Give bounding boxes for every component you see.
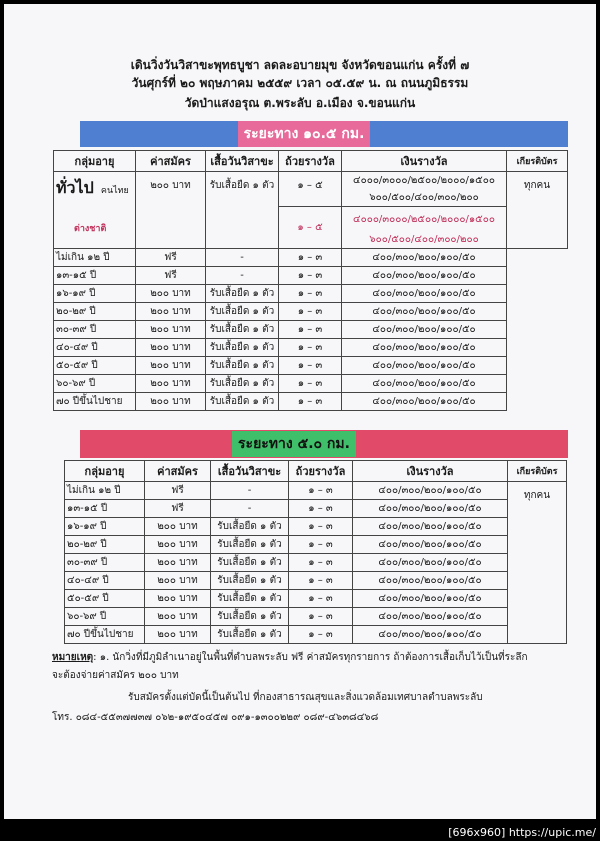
age-cell: ๑๖-๑๙ ปี — [65, 518, 145, 536]
prize-cell: ๔๐๐/๓๐๐/๒๐๐/๑๐๐/๕๐ — [342, 285, 507, 303]
fee-cell: ๒๐๐ บาท — [136, 285, 206, 303]
age-cell: ๑๓-๑๕ ปี — [54, 267, 136, 285]
table-row — [65, 536, 567, 554]
header-certificate: เกียรติบัตร — [507, 151, 568, 172]
prize-cell: ๔๐๐/๓๐๐/๒๐๐/๑๐๐/๕๐ — [353, 482, 508, 500]
table-header-row — [54, 151, 568, 172]
general-age-cell — [54, 172, 136, 249]
distance-label-1: ระยะทาง ๑๐.๕ กม. — [238, 121, 371, 147]
trophy-cell: ๑ – ๓ — [279, 285, 342, 303]
distance-banner-1 — [80, 121, 568, 147]
shirt-cell: - — [206, 249, 279, 267]
general-trophy-thai: ๑ – ๕ — [279, 172, 342, 207]
table-row — [65, 626, 567, 644]
prize-cell: ๔๐๐/๓๐๐/๒๐๐/๑๐๐/๕๐ — [353, 554, 508, 572]
note-line-2: จะต้องจ่ายค่าสมัคร ๒๐๐ บาท — [52, 670, 179, 681]
fee-cell: ๒๐๐ บาท — [136, 339, 206, 357]
trophy-cell: ๑ – ๓ — [279, 375, 342, 393]
header-trophy: ถ้วยรางวัล — [289, 461, 353, 482]
header-certificate: เกียรติบัตร — [508, 461, 567, 482]
trophy-cell: ๑ – ๓ — [289, 536, 353, 554]
shirt-cell: - — [211, 482, 289, 500]
table-row — [65, 572, 567, 590]
table-row — [54, 321, 568, 339]
table-row — [54, 357, 568, 375]
age-cell: ๒๐-๒๙ ปี — [54, 303, 136, 321]
note-line-3: รับสมัครตั้งแต่บัดนี้เป็นต้นไป ที่กองสาธารณสุขและสิ่งแวดล้อมเทศบาลตำบลพระลับ — [128, 692, 483, 703]
age-cell: ๖๐-๖๙ ปี — [65, 608, 145, 626]
age-cell: ๔๐-๔๙ ปี — [65, 572, 145, 590]
table-row — [65, 608, 567, 626]
header-line-2: วันศุกร์ที่ ๒๐ พฤษภาคม ๒๕๕๙ เวลา ๐๕.๕๙ น. ณ ถนนภูมิธรรม — [131, 76, 469, 90]
distance-label-2: ระยะทาง ๕.๐ กม. — [232, 431, 356, 457]
distance-5k-table — [64, 460, 567, 644]
prize-cell: ๔๐๐/๓๐๐/๒๐๐/๑๐๐/๕๐ — [353, 608, 508, 626]
prize-cell: ๔๐๐/๓๐๐/๒๐๐/๑๐๐/๕๐ — [353, 518, 508, 536]
fee-cell: ๒๐๐ บาท — [145, 536, 211, 554]
fee-cell: ๒๐๐ บาท — [145, 518, 211, 536]
trophy-cell: ๑ – ๓ — [279, 321, 342, 339]
prize-cell: ๔๐๐/๓๐๐/๒๐๐/๑๐๐/๕๐ — [342, 375, 507, 393]
prize-cell: ๔๐๐/๓๐๐/๒๐๐/๑๐๐/๕๐ — [342, 357, 507, 375]
fee-cell: ๒๐๐ บาท — [136, 303, 206, 321]
trophy-cell: ๑ – ๓ — [279, 339, 342, 357]
document-page — [4, 4, 596, 819]
shirt-cell: รับเสื้อยืด ๑ ตัว — [206, 393, 279, 411]
shirt-cell: รับเสื้อยืด ๑ ตัว — [211, 518, 289, 536]
fee-cell: ๒๐๐ บาท — [136, 393, 206, 411]
header-line-3: วัดป่าแสงอรุณ ต.พระลับ อ.เมือง จ.ขอนแก่น — [184, 96, 416, 110]
note-text-1: : ๑. นักวิ่งที่มีภูมิลำเนาอยู่ในพื้นที่ตำบลพระลับ ฟรี ค่าสมัครทุกรายการ ถ้าต้องการเสื้อเก็บไว้เป็นที่ระลึก — [93, 652, 528, 663]
fee-cell: ฟรี — [145, 500, 211, 518]
note-line-1 — [52, 650, 528, 665]
general-shirt: รับเสื้อยืด ๑ ตัว — [206, 172, 279, 249]
foreign-label: ต่างชาติ — [74, 224, 107, 234]
general-label: ทั่วไป — [56, 178, 94, 197]
shirt-cell: รับเสื้อยืด ๑ ตัว — [211, 554, 289, 572]
table-row — [54, 393, 568, 411]
fee-cell: ๒๐๐ บาท — [145, 626, 211, 644]
trophy-cell: ๑ – ๓ — [289, 608, 353, 626]
prize-cell: ๔๐๐/๓๐๐/๒๐๐/๑๐๐/๕๐ — [353, 572, 508, 590]
prize-foreign-2: ๖๐๐/๕๐๐/๔๐๐/๓๐๐/๒๐๐ — [342, 231, 507, 249]
shirt-cell: รับเสื้อยืด ๑ ตัว — [206, 375, 279, 393]
header-age-group: กลุ่มอายุ — [65, 461, 145, 482]
fee-cell: ๒๐๐ บาท — [145, 572, 211, 590]
prize-cell: ๔๐๐/๓๐๐/๒๐๐/๑๐๐/๕๐ — [342, 339, 507, 357]
trophy-cell: ๑ – ๓ — [279, 267, 342, 285]
header-fee: ค่าสมัคร — [145, 461, 211, 482]
trophy-cell: ๑ – ๓ — [279, 393, 342, 411]
shirt-cell: รับเสื้อยืด ๑ ตัว — [206, 285, 279, 303]
header-shirt: เสื้อวันวิสาขะ — [211, 461, 289, 482]
fee-cell: ๒๐๐ บาท — [136, 357, 206, 375]
note-label: หมายเหตุ — [52, 652, 94, 663]
certificate-cell: ทุกคน — [508, 482, 567, 644]
age-cell: ๓๐-๓๙ ปี — [54, 321, 136, 339]
shirt-cell: รับเสื้อยืด ๑ ตัว — [211, 572, 289, 590]
trophy-cell: ๑ – ๓ — [279, 303, 342, 321]
age-cell: ๒๐-๒๙ ปี — [65, 536, 145, 554]
fee-cell: ๒๐๐ บาท — [136, 375, 206, 393]
fee-cell: ๒๐๐ บาท — [145, 554, 211, 572]
shirt-cell: รับเสื้อยืด ๑ ตัว — [211, 536, 289, 554]
table-row — [65, 482, 567, 500]
trophy-cell: ๑ – ๓ — [289, 590, 353, 608]
table-row — [54, 303, 568, 321]
age-cell: ๗๐ ปีขึ้นไปชาย — [54, 393, 136, 411]
header-fee: ค่าสมัคร — [136, 151, 206, 172]
age-cell: ๑๓-๑๕ ปี — [65, 500, 145, 518]
age-cell: ๕๐-๕๙ ปี — [54, 357, 136, 375]
header-prize: เงินรางวัล — [342, 151, 507, 172]
trophy-cell: ๑ – ๓ — [289, 518, 353, 536]
trophy-cell: ๑ – ๓ — [289, 554, 353, 572]
shirt-cell: รับเสื้อยืด ๑ ตัว — [206, 303, 279, 321]
trophy-cell: ๑ – ๓ — [279, 357, 342, 375]
general-fee: ๒๐๐ บาท — [136, 172, 206, 249]
shirt-cell: รับเสื้อยืด ๑ ตัว — [206, 321, 279, 339]
age-cell: ๓๐-๓๙ ปี — [65, 554, 145, 572]
table-row — [65, 518, 567, 536]
table-row — [54, 285, 568, 303]
trophy-cell: ๑ – ๓ — [289, 482, 353, 500]
thai-label: คนไทย — [100, 186, 129, 196]
header-age-group: กลุ่มอายุ — [54, 151, 136, 172]
age-cell: ๕๐-๕๙ ปี — [65, 590, 145, 608]
age-cell: ๑๖-๑๙ ปี — [54, 285, 136, 303]
contact-phone: โทร. ๐๘๔-๕๕๓๗๗๓๗ ๐๖๒-๑๙๕๐๔๕๗ ๐๙๑-๑๓๐๐๒๒๙ ๐๘๙-๔๖๓๘๔๖๘ — [52, 712, 379, 723]
prize-foreign-1: ๔๐๐๐/๓๐๐๐/๒๕๐๐/๒๐๐๐/๑๕๐๐ — [342, 207, 507, 232]
prize-cell: ๔๐๐/๓๐๐/๒๐๐/๑๐๐/๕๐ — [342, 303, 507, 321]
shirt-cell: รับเสื้อยืด ๑ ตัว — [211, 590, 289, 608]
age-cell: ไม่เกิน ๑๒ ปี — [54, 249, 136, 267]
header-line-1: เดินวิ่งวันวิสาขะพุทธบูชา ลดละอบายมุข จังหวัดขอนแก่น ครั้งที่ ๗ — [130, 58, 470, 72]
shirt-cell: รับเสื้อยืด ๑ ตัว — [211, 626, 289, 644]
fee-cell: ฟรี — [136, 267, 206, 285]
age-cell: ๗๐ ปีขึ้นไปชาย — [65, 626, 145, 644]
fee-cell: ๒๐๐ บาท — [136, 321, 206, 339]
header-shirt: เสื้อวันวิสาขะ — [206, 151, 279, 172]
distance-banner-2 — [80, 430, 568, 458]
age-cell: ๔๐-๔๙ ปี — [54, 339, 136, 357]
prize-thai-2: ๖๐๐/๕๐๐/๔๐๐/๓๐๐/๒๐๐ — [342, 189, 507, 207]
prize-cell: ๔๐๐/๓๐๐/๒๐๐/๑๐๐/๕๐ — [342, 393, 507, 411]
table-row — [54, 375, 568, 393]
prize-thai-1: ๔๐๐๐/๓๐๐๐/๒๕๐๐/๒๐๐๐/๑๕๐๐ — [342, 172, 507, 190]
shirt-cell: - — [206, 267, 279, 285]
table-row — [54, 339, 568, 357]
table-row — [54, 249, 568, 267]
fee-cell: ๒๐๐ บาท — [145, 608, 211, 626]
age-cell: ๖๐-๖๙ ปี — [54, 375, 136, 393]
shirt-cell: รับเสื้อยืด ๑ ตัว — [206, 339, 279, 357]
prize-cell: ๔๐๐/๓๐๐/๒๐๐/๑๐๐/๕๐ — [342, 249, 507, 267]
prize-cell: ๔๐๐/๓๐๐/๒๐๐/๑๐๐/๕๐ — [342, 267, 507, 285]
shirt-cell: รับเสื้อยืด ๑ ตัว — [211, 608, 289, 626]
trophy-cell: ๑ – ๓ — [289, 500, 353, 518]
certificate-cell: ทุกคน — [507, 172, 568, 249]
general-row — [54, 172, 568, 190]
prize-cell: ๔๐๐/๓๐๐/๒๐๐/๑๐๐/๕๐ — [353, 590, 508, 608]
trophy-cell: ๑ – ๓ — [289, 572, 353, 590]
general-trophy-foreign: ๑ – ๕ — [279, 207, 342, 249]
table-row — [54, 267, 568, 285]
header-prize: เงินรางวัล — [353, 461, 508, 482]
age-cell: ไม่เกิน ๑๒ ปี — [65, 482, 145, 500]
shirt-cell: - — [211, 500, 289, 518]
prize-cell: ๔๐๐/๓๐๐/๒๐๐/๑๐๐/๕๐ — [353, 536, 508, 554]
shirt-cell: รับเสื้อยืด ๑ ตัว — [206, 357, 279, 375]
table-row — [65, 500, 567, 518]
fee-cell: ๒๐๐ บาท — [145, 590, 211, 608]
trophy-cell: ๑ – ๓ — [289, 626, 353, 644]
trophy-cell: ๑ – ๓ — [279, 249, 342, 267]
fee-cell: ฟรี — [145, 482, 211, 500]
fee-cell: ฟรี — [136, 249, 206, 267]
prize-cell: ๔๐๐/๓๐๐/๒๐๐/๑๐๐/๕๐ — [342, 321, 507, 339]
image-caption: [696x960] https://upic.me/ — [448, 826, 596, 839]
header-trophy: ถ้วยรางวัล — [279, 151, 342, 172]
prize-cell: ๔๐๐/๓๐๐/๒๐๐/๑๐๐/๕๐ — [353, 626, 508, 644]
prize-cell: ๔๐๐/๓๐๐/๒๐๐/๑๐๐/๕๐ — [353, 500, 508, 518]
table-header-row — [65, 461, 567, 482]
distance-10k-table — [53, 150, 568, 411]
table-row — [65, 554, 567, 572]
table-row — [65, 590, 567, 608]
